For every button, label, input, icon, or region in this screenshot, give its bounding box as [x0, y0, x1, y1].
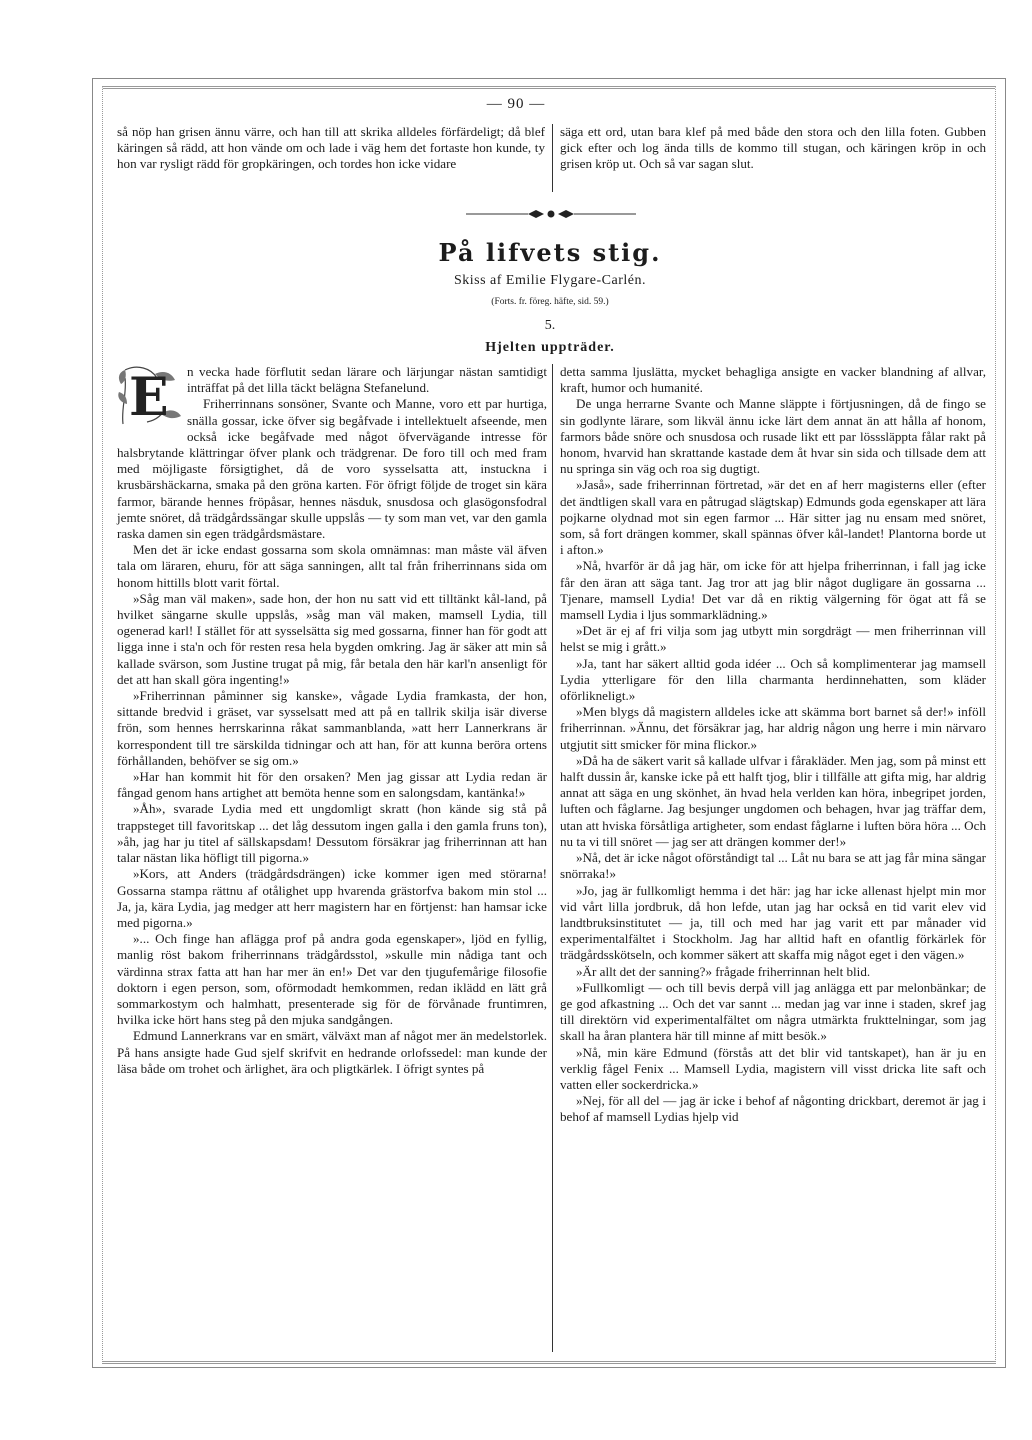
- paragraph: »Har han kommit hit för den orsaken? Men jag gissar att Lydia redan är fångad genom hans artighet att bemöta henne som en salongsdam, kantänka!»: [117, 769, 547, 801]
- story-subtitle: Skiss af Emilie Flygare-Carlén.: [453, 273, 647, 288]
- paragraph: säga ett ord, utan bara klef på med både den stora och den lilla foten. Gubben gick efter och log ända tills de kommo till stugan, och käringen kröp in och grisen kröp ut. Och så var sagan slut.: [560, 124, 986, 172]
- story-title: På lifvets stig.: [438, 238, 662, 267]
- continued-note: (Forts. fr. föreg. häfte, sid. 59.): [491, 297, 609, 307]
- paragraph: »Jaså», sade friherrinnan förtretad, »är det en af herr magisterns eller (efter det ändtligen skall vara en påtrugad slägtskap) Edmunds goda egenskaper att lära pojkarne olydnad mot sin egen farmor ... Här sitter jag nu ensam med snöret, som, så fort drängen kommer, skall spännas öfver kål-landet! Plantorna borde ut i afton.»: [560, 477, 986, 558]
- chapter-title: Hjelten uppträder.: [485, 340, 615, 355]
- drop-cap-letter: E: [129, 367, 169, 428]
- previous-story-end-right: [560, 124, 986, 173]
- paragraph: »Ja, tant har säkert alltid goda idéer ... Och så komplimenterar jag mamsell Lydia ytterligare för den lilla charmanta herdinnehatten, som kläder oförlikneligt.»: [560, 655, 986, 704]
- previous-story-end-left: [117, 124, 545, 173]
- page-number: — 90 —: [486, 96, 546, 112]
- ornament-divider: [466, 208, 636, 220]
- paragraph: »Nå, hvarför är då jag här, om icke för att hjelpa friherrinnan, i fall jag icke får den äran att säga tant. Jag tror att jag blir något dugligare än gossarna ... Tjenare, mamsell Lydia! Det var då en riktig välgerning för ögat att få se mamsell Lydia i ljus sommarklädning.»: [560, 558, 986, 623]
- paragraph: »Nå, min käre Edmund (förstås att det blir vid tantskapet), han är ju en verklig fågel Fenix ... Mamsell Lydia, magistern vill visst dricka lite saft och vatten eller sockerdricka.»: [560, 1044, 986, 1092]
- paragraph: »Kors, att Anders (trädgårdsdrängen) icke kommer igen med störarna! Gossarna stampa rättnu af otålighet upp hvarenda grästorfva bakom min stol ... Ja, ja, kära Lydia, jag medger att herr magistern har en förtjenst: han hamsar icke med pigorna.»: [117, 866, 547, 930]
- paragraph: Men det är icke endast gossarna som skola omnämnas: man måste väl äfven tala om läraren, ehuru, för att säga sanningen, allt tal från friherrinnans sida om honom hittills blott varit förtal.: [117, 542, 547, 590]
- paragraph: detta samma ljuslätta, mycket behagliga ansigte en vacker blandning af allvar, kraft, humor och humanité.: [560, 364, 986, 396]
- top-column-divider: [552, 124, 553, 192]
- story-column-left: [117, 364, 547, 1077]
- paragraph: »Nej, för all del — jag är icke i behof af någonting drickbart, deremot är jag i behof af mamsell Lydias hjelp vid: [560, 1093, 986, 1125]
- paragraph: n vecka hade förflutit sedan lärare och lärjungar nästan samtidigt inträffat på det lilla täckt belägna Stefanelund.: [187, 364, 547, 396]
- main-column-divider: [552, 364, 553, 1352]
- paragraph: »Då ha de säkert varit så kallade ulfvar i fårakläder. Men jag, som på minst ett halft dussin år, kanske icke på ett halft tjog, blir i tillfälle att gifta mig, har aldrig annat att säga en ung skönhet, än hvad hela verlden kan höra, inbegripet jorden, luften och fåglarne. Jag besjunger ungdomen och behagen, hvar jag träffar dem, utan att hviska försåtliga artigheter, som endast fåglarne i luften böra höra ... Och nu ta vi till snöret — jag ser att drängen kommer der!»: [560, 752, 986, 849]
- paragraph: »Nå, det är icke något oförståndigt tal ... Låt nu bara se att jag får mina sängar snörraka!»: [560, 850, 986, 882]
- drop-cap: [117, 364, 183, 430]
- paragraph: »Jo, jag är fullkomligt hemma i det här: jag har icke allenast hjelpt min mor vid vårt lilla jordbruk, då hon lefde, utan jag har också en tid varit elev vid landtbruksinstitutet — ja, till och med har jag varit ett par månader vid experimentalfältet i Stockholm. Jag har alltid haft en ofantlig förkärlek för trädgårdsskötseln, och kommer säkert att skaffa mig något eget i den vägen.»: [560, 882, 986, 963]
- paragraph: De unga herrarne Svante och Manne släppte i förtjusningen, då de fingo se sin godlynte lärare, som likväl ännu icke lärt dem annat än att hålla af honom, farmors både snöre och snusdosa och rusade likt ett par lösssläppta fålar rakt på honom, hvarvid han skrattande kastade dem åt hvar sin sida och tillsade dem att nu springa sin väg och roa sig dugtigt.: [560, 396, 986, 477]
- paragraph: »Friherrinnan påminner sig kanske», vågade Lydia framkasta, der hon, sittande bredvid i gräset, var sysselsatt med att på en tallrik skilja isär diverse frön, som hennes herrskarinna råkat sammanblanda, »att herr Lannerkrans är korrespondent till tre särskilda tidningar och att han, för att kunna beröra ortens förhållanden, behöfver se sig om.»: [117, 688, 547, 768]
- paragraph: »Är allt det der sanning?» frågade friherrinnan helt blid.: [576, 963, 871, 979]
- paragraph: »Det är ej af fri vilja som jag utbytt min sorgdrägt — men friherrinnan vill helst se mig i grått.»: [560, 623, 986, 655]
- paragraph: »Men blygs då magistern alldeles icke att skämma bort barnet så der!» inföll friherrinnan. »Ännu, det försäkrar jag, har aldrig någon ung herre i min närvaro utgjutit sitt smicker för mina flickor.»: [560, 704, 986, 752]
- paragraph: »Åh», svarade Lydia med ett ungdomligt skratt (hon kände sig stå på trappsteget till favoritskap ... det låg dessutom ingen galla i den gamla fruns ton), »åh, jag har ju titel af sällskapsdam! Dessutom försäkrar jag friherrinnan att han talar nästan lika höfligt till pigorna.»: [117, 801, 547, 866]
- paragraph: »Såg man väl maken», sade hon, der hon nu satt vid ett tilltänkt kål-land, på hvilket sängarne skulle uppslås, »såg man väl maken, mamsell Lydia, till ogenerad karl! I stället för att sysselsätta sig med gossarna, finner han för godt att ligga inne i sta'n och för resten resa hela bygden omkring. Jag är säker att min så kallade svärson, som Justine trugat på mig, får betala den här karl'n ansenligt för det att han skall göra ingenting!»: [117, 590, 547, 687]
- paragraph: »... Och finge han aflägga prof på andra goda egenskaper», ljöd en fyllig, manlig röst bakom friherrinnans trädgårdsstol, »skulle min nådiga tant och värdinna strax fatta att han har mer än en!» Det var den tjugufemårige filosofie doktorn i egen person, som, oförmodadt hemkommen, redan iklädd en lätt grå sommarkostym och halmhatt, presenterade sig för de förvånade fruntimren, hvilka icke hört hans steg på den mjuka sandgången.: [117, 931, 547, 1028]
- paragraph: Friherrinnans sonsöner, Svante och Manne, voro ett par hurtiga, snälla gossar, icke öfver sig begåfvade i intellektuelt afseende, men också icke begåfvade med något öfvervägande intresse för halsbrytande klättringar öfver plank och trädgrenar. De foro till och med fram med möjligaste försigtighet, då de voro sysselsatta att, instuckna i krusbärshäckarna, smaka på den gröna karten. För öfrigt följde de troget sin kära farmor, bärande hennes fröpåsar, hennes näsduk, snusdosa och glasögonsfodral jemte snöret, då trädgårdssängar skulle uppslås — ty som man vet, var den gamla raska damen sin egen trädgårdsmästare.: [117, 396, 547, 542]
- paragraph: »Fullkomligt — och till bevis derpå vill jag anlägga ett par melonbänkar; de ge god afkastning ... Och det var sannt ... medan jag var inne i staden, skref jag till direktörn vid experimentalfältet om några utmärkta frukttelningar, som jag skall ha åran plantera här till minne af mitt besök.»: [560, 979, 986, 1044]
- chapter-number: 5.: [544, 318, 556, 333]
- paragraph: så nöp han grisen ännu värre, och han till att skrika alldeles förfärdeligt; då blef käringen så rädd, att hon vände om och lade i väg hem det fortaste hon kunde, ty hon var rysligt rädd för gropkäringen, och tordes hon icke vidare: [117, 124, 545, 172]
- story-column-right: [560, 364, 986, 1126]
- paragraph: Edmund Lannerkrans var en smärt, välväxt man af något mer än medelstorlek. På hans ansigte hade Gud sjelf skrifvit en hedrande orlofssedel: man kunde der läsa både om trohet och ärlighet, ära och pligtkärlek. I öfrigt syntes på: [117, 1028, 547, 1076]
